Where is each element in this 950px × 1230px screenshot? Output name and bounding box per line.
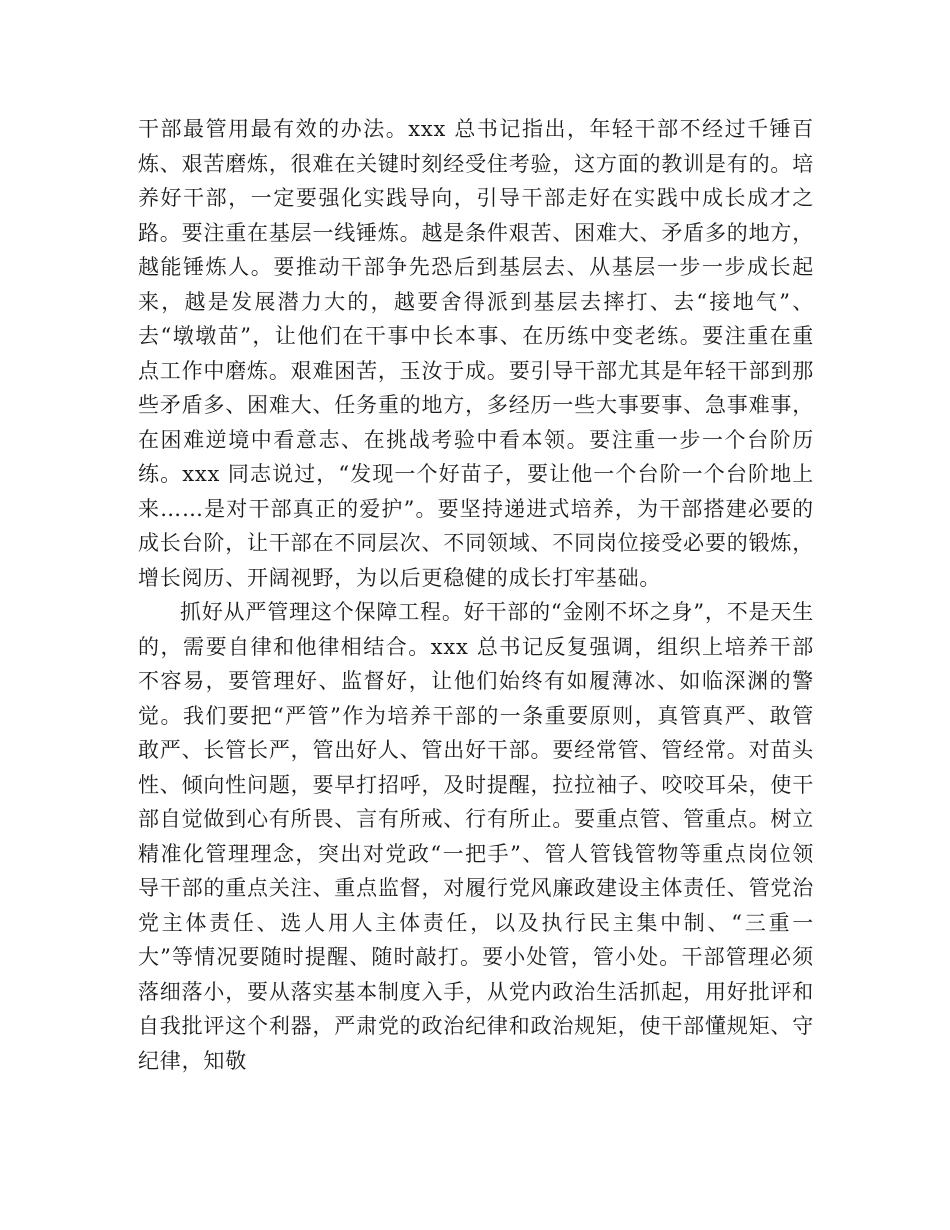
document-page <box>138 112 814 1078</box>
paragraph-strict-management: 抓好从严管理这个保障工程。好干部的“金刚不坏之身”，不是天生的，需要自律和他律相结合。xxx 总书记反复强调，组织上培养干部不容易，要管理好、监督好，让他们始终有如履薄冰、如临深渊的警觉。我们要把“严管”作为培养干部的一条重要原则，真管真严、敢管敢严、长管长严，管出好人、管出好干部。要经常管、管经常。对苗头性、倾向性问题，要早打招呼，及时提醒，拉拉袖子、咬咬耳朵，使干部自觉做到心有所畏、言有所戒、行有所止。要重点管、管重点。树立精准化管理理念，突出对党政“一把手”、管人管钱管物等重点岗位领导干部的重点关注、重点监督，对履行党风廉政建设主体责任、管党治党主体责任、选人用人主体责任，以及执行民主集中制、“三重一大”等情况要随时提醒、随时敲打。要小处管，管小处。干部管理必须落细落小，要从落实基本制度入手，从党内政治生活抓起，用好批评和自我批评这个利器，严肃党的政治纪律和政治规矩，使干部懂规矩、守纪律，知敬 <box>138 600 814 1073</box>
paragraph-cadre-practice: 干部最管用最有效的办法。xxx 总书记指出，年轻干部不经过千锤百炼、艰苦磨炼，很难在关键时刻经受住考验，这方面的教训是有的。培养好干部，一定要强化实践导向，引导干部走好在实践中成长成才之路。要注重在基层一线锤炼。越是条件艰苦、困难大、矛盾多的地方，越能锤炼人。要推动干部争先恐后到基层去、从基层一步一步成长起来，越是发展潜力大的，越要舍得派到基层去摔打、去“接地气”、去“墩墩苗”，让他们在干事中长本事、在历练中变老练。要注重在重点工作中磨炼。艰难困苦，玉汝于成。要引导干部尤其是年轻干部到那些矛盾多、困难大、任务重的地方，多经历一些大事要事、急事难事，在困难逆境中看意志、在挑战考验中看本领。要注重一步一个台阶历练。xxx 同志说过，“发现一个好苗子，要让他一个台阶一个台阶地上来……是对干部真正的爱护”。要坚持递进式培养，为干部搭建必要的成长台阶，让干部在不同层次、不同领域、不同岗位接受必要的锻炼，增长阅历、开阔视野，为以后更稳健的成长打牢基础。 <box>138 117 814 590</box>
